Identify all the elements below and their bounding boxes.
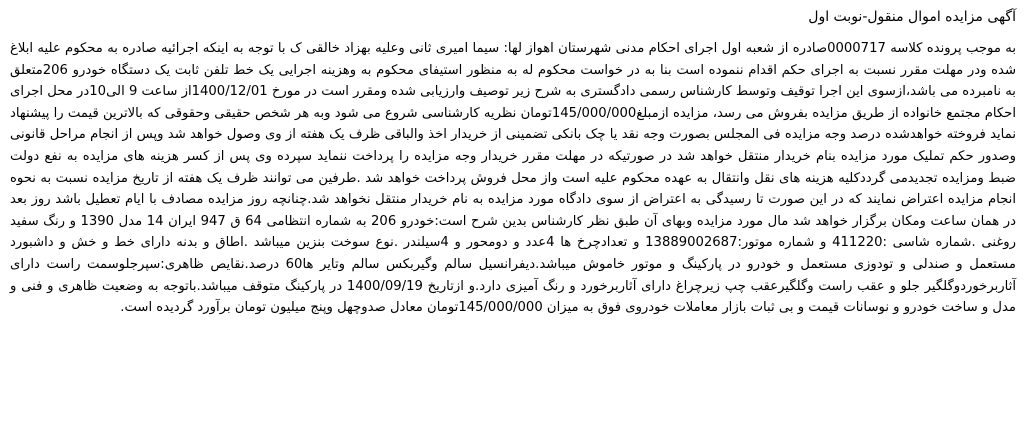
notice-body: به موجب پرونده کلاسه 0000717صادره از شعبه اول اجرای احکام مدنی شهرستان اهواز لها: سیما امیری ثانی وعلیه بهزاد خالقی ک با توجه به اینکه اجرائیه صادره به محکوم علیه ابلاغ شده ودر مهلت مقرر نسبت به اجرای حکم اقدام ننموده است بنا به در خواست محکوم له به منظور استیفای محکوم به وهزینه اجرایی یک خط تلفن ثابت یک دستگاه خودرو 206متعلق به نامبرده می باشد،ازسوی این اجرا توقیف وتوسط کارشناس رسمی دادگستری به شرح زیر توصیف وارزیابی شده ومقرر است در مورخ 1400/12/01از ساعت 9 الی10در محل اجرای احکام مجتمع خانواده از طریق مزایده بفروش می رسد، مزایده ازمبلغ145/000/000تومان نظریه کارشناسی شروع می شود وبه هر شخص حقیقی وحقوقی که بالاترین قیمت را پیشنهاد نماید فروخته خواهدشده درصد وجه مزایده فی المجلس بصورت وجه نقد یا چک بانکی تضمینی از خریدار اخذ والباقی ظرف یک هفته از وی وصول خواهد شد وپس از انجام مراحل قانونی وصدور حکم تملیک مورد مزایده بنام خریدار منتقل خواهد شد در صورتیکه در مهلت مقرر خریدار وجه مزایده را پرداخت ننماید سپرده وی پس از کسر هزینه های مزایده به نفع دولت ضبط ومزایده تجدیدمی گرددکلیه هزینه های نقل وانتقال به عهده محکوم علیه است واز محل فروش پرداخت خواهد شد .طرفین می توانند ظرف یک هفته از تاریخ مزایده نسبت به نحوه انجام مزایده اعتراض نمایند که در این صورت تا رسیدگی به اعتراض از سوی دادگاه مورد مزایده به نام خریدار منتقل نخواهد شد.چنانچه روز مزایده مصادف با ایام تعطیل باشد روز بعد در همان ساعت ومکان برگزار خواهد شد مال مورد مزایده وبهای آن طبق نظر کارشناس بدین شرح است:خودرو 206 به شماره انتظامی 64 ق 947 ایران 14 مدل 1390 و رنگ سفید روغنی .شماره شاسی :411220 و شماره موتور:13889002687 و تعدادچرخ ها 4عدد و دومحور و 4سیلندر .نوع سوخت بنزین میباشد .اطاق و بدنه دارای خط و خش و داشبورد مستعمل و صندلی و تودوزی مستعمل و خودرو در پارکینگ و موتور خاموش میباشد.دیفرانسیل سالم وگیربکس سالم وتایر ها60 درصد.نقایص ظاهری:سپرجلوسمت راست دارای آثاربرخوردوگلگیر جلو و عقب راست وگلگیرعقب چپ زیرچراغ دارای آثاربرخورد و رنگ آمیزی دارد.و ازتاریخ 1400/09/19 در پارکینگ متوقف میباشد.باتوجه به وضعیت ظاهری و فنی و مدل و ساخت خودرو و نوسانات قیمت و بی ثبات بازار معاملات خودروی فوق به میزان 145/000/000تومان معادل صدوچهل وپنج میلیون تومان برآورد گردیده است. bbox=[10, 41, 1016, 316]
notice-title: آگهی مزایده اموال منقول-نوبت اول bbox=[808, 9, 1016, 25]
